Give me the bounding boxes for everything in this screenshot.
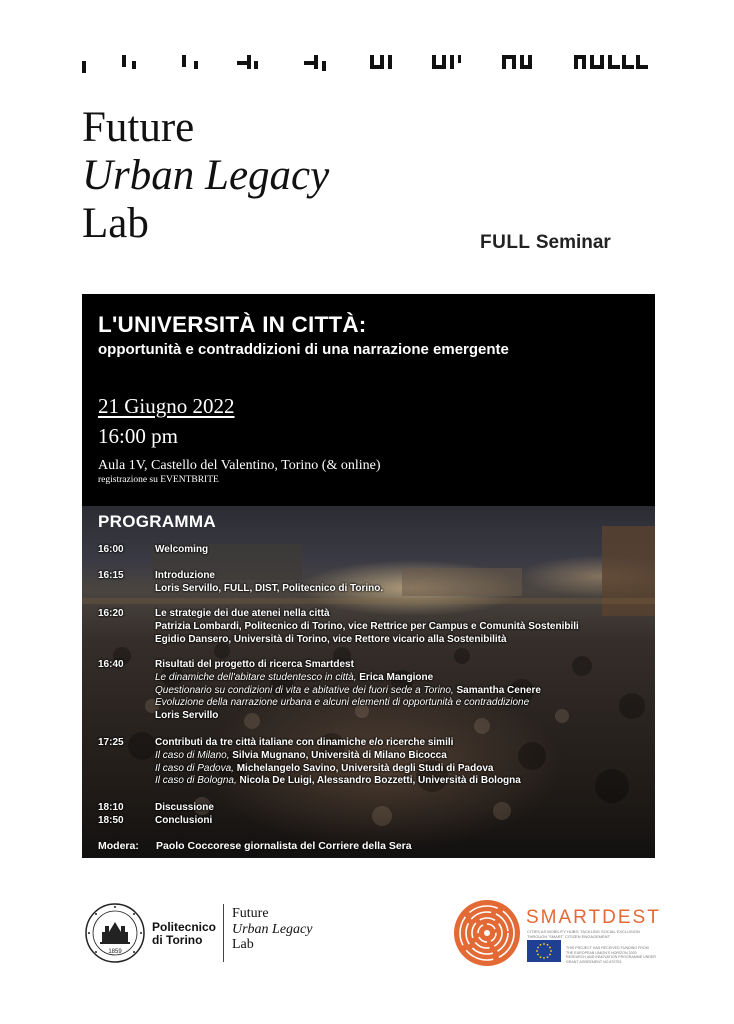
talk-title: Evoluzione della narrazione urbana e alcuni elementi di opportunità e contraddizione (155, 697, 530, 709)
moderator (98, 840, 412, 852)
lab-title-line2: Urban Legacy (82, 152, 330, 199)
smartdest-tagline: CITIES AS MOBILITY HUBS: TACKLING SOCIAL EXCLUSION THROUGH 'SMART' CITIZEN ENGAGEMENT (527, 929, 640, 939)
full-pixel-logo (82, 52, 652, 74)
program-time: 16:20 (98, 608, 124, 619)
talk-speaker: Erica Mangione (359, 671, 434, 683)
moderator-name: Paolo Coccorese giornalista del Corriere della Sera (156, 840, 412, 852)
talk-title: Le dinamiche dell'abitare studentesco in città, (155, 671, 357, 683)
program-time: 17:25 (98, 737, 124, 748)
lab-title-line1: Future (82, 104, 195, 151)
polito-line2: di Torino (152, 933, 203, 947)
program-line: Introduzione (155, 570, 215, 581)
program-line: Loris Servillo, FULL, DIST, Politecnico di Torino. (155, 582, 384, 594)
program-heading: PROGRAMMA (98, 512, 216, 531)
program-section (82, 506, 655, 858)
talk-title: Il caso di Bologna, (155, 775, 237, 787)
program-line: Loris Servillo (155, 710, 219, 722)
program-line: Contributi da tre città italiane con dinamiche e/o ricerche simili (155, 737, 454, 748)
footer-divider (223, 904, 224, 962)
event-subtitle: opportunità e contraddizioni di una narrazione emergente (98, 341, 509, 358)
seminar-word: Seminar (535, 232, 611, 253)
lab-title (82, 104, 329, 248)
event-time: 16:00 pm (98, 424, 178, 448)
program-time: 16:40 (98, 659, 124, 670)
polito-line1: Politecnico (152, 920, 217, 934)
smartdest-name: SMARTDEST (526, 907, 661, 928)
smartdest-spiral-icon (452, 898, 522, 968)
talk-title: Questionario su condizioni di vita e abitative dei fuori sede a Torino, (155, 684, 454, 696)
talk-title: Il caso di Milano, (155, 749, 230, 761)
eu-flag-icon (527, 940, 561, 962)
footer-lab-line1: Future (232, 906, 269, 921)
talk-speaker: Samantha Cenere (456, 684, 541, 696)
program-time: 16:00 (98, 544, 124, 555)
event-header (82, 294, 655, 506)
talk-speaker: Nicola De Luigi, Alessandro Bozzetti, Università di Bologna (239, 775, 521, 787)
footer-lab-line3: Lab (232, 937, 254, 952)
program-line: Welcoming (155, 544, 209, 555)
program-time: 18:10 (98, 802, 124, 813)
event-date: 21 Giugno 2022 (98, 394, 235, 418)
event-title: L'UNIVERSITÀ IN CITTÀ: (98, 312, 367, 337)
program-line: Conclusioni (155, 815, 213, 826)
program-line: Risultati del progetto di ricerca Smartdest (155, 659, 354, 670)
program-line: Discussione (155, 802, 214, 813)
politecnico-seal-icon (84, 902, 146, 964)
polito-year: 1859 (108, 949, 122, 955)
eu-funding-text: THIS PROJECT HAS RECEIVED FUNDING FROM THE EUROPEAN UNION'S HORIZON 2020 RESEARCH AND INNOVATION PROGRAMME UNDER GRANT AGREEMENT NO 870753 (566, 946, 656, 964)
program-line: Le strategie dei due atenei nella città (155, 608, 330, 619)
footer-lab-line2: Urban Legacy (232, 921, 313, 937)
politecnico-name (152, 921, 216, 947)
lab-title-line3: Lab (82, 200, 149, 247)
talk-speaker: Michelangelo Savino, Università degli Studi di Padova (236, 762, 494, 774)
program-line: Egidio Dansero, Università di Torino, vice Rettore vicario alla Sostenibilità (155, 633, 507, 645)
seminar-label (480, 232, 611, 254)
talk-speaker: Silvia Mugnano, Università di Milano Bicocca (232, 749, 447, 761)
event-place: Aula 1V, Castello del Valentino, Torino (& online) (98, 458, 381, 473)
moderator-label: Modera: (98, 840, 139, 852)
program-time: 18:50 (98, 815, 124, 826)
program-time: 16:15 (98, 570, 124, 581)
talk-title: Il caso di Padova, (155, 762, 234, 774)
footer-lab-logo (232, 906, 313, 953)
seminar-full: FULL (480, 232, 531, 253)
event-registration: registrazione su EVENTBRITE (98, 475, 219, 485)
program-line: Patrizia Lombardi, Politecnico di Torino, vice Rettrice per Campus e Comunità Sostenibili (155, 620, 579, 632)
